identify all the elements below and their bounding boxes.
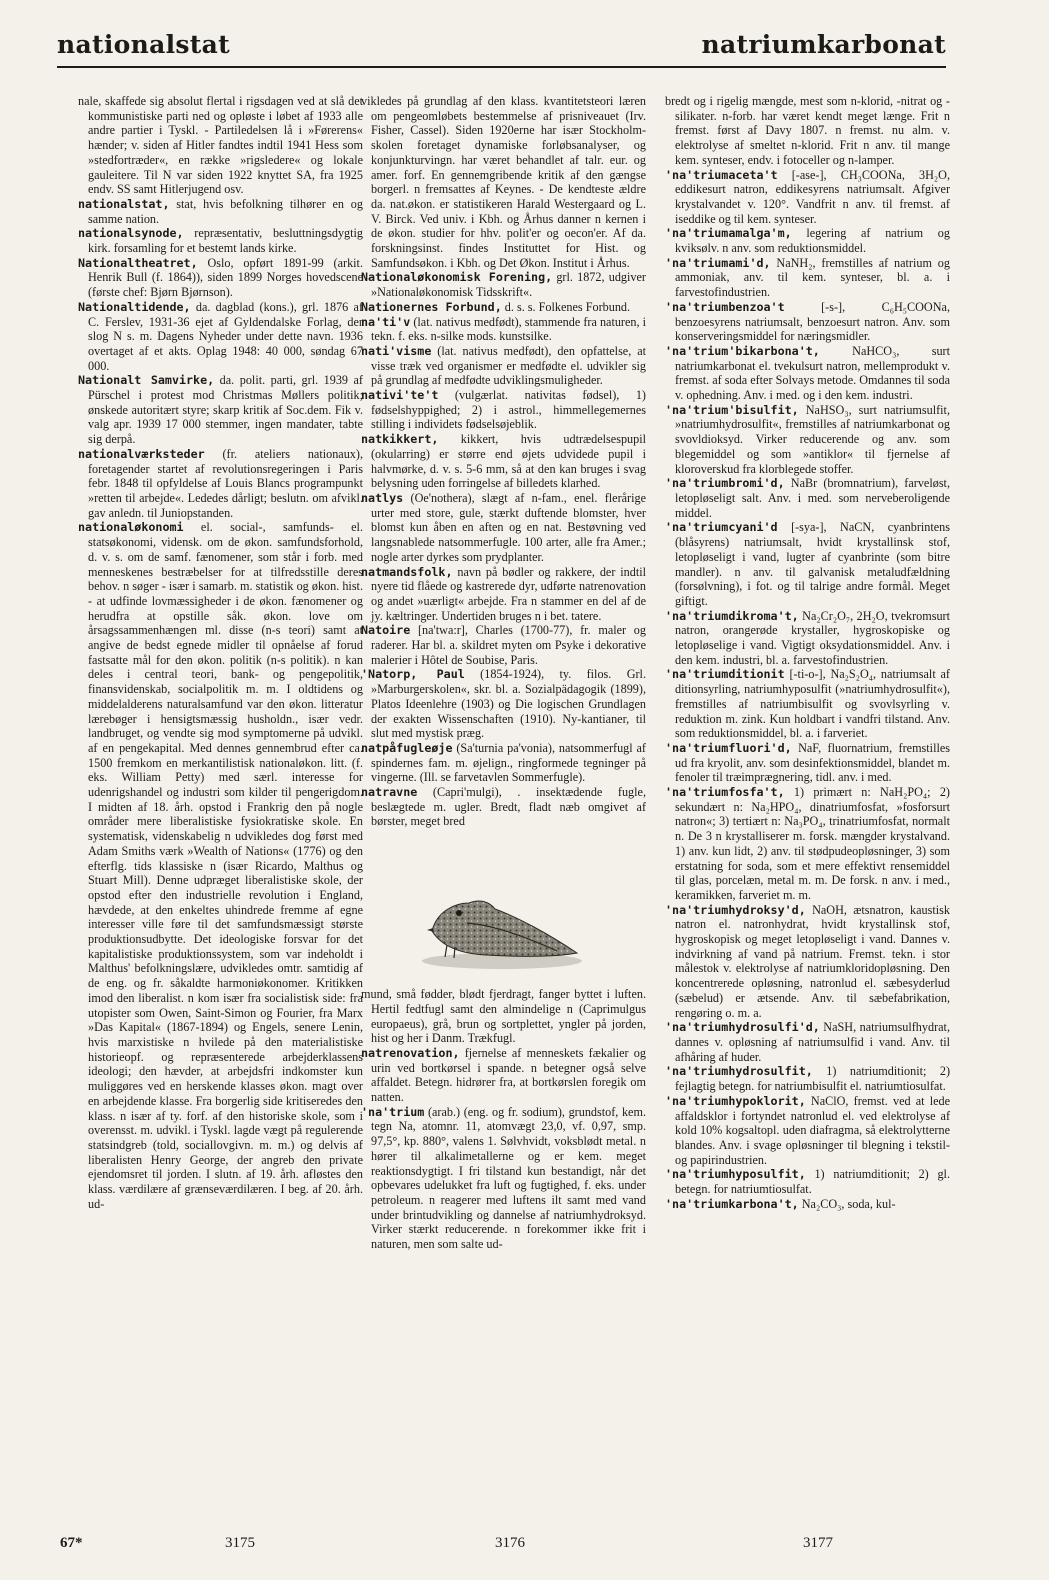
entry: 'na'triumhyposulfit, 1) natriumditionit; 2) gl. betegn. for natriumtiosulfat.	[665, 1167, 950, 1197]
nightjar-bird-illustration	[407, 833, 587, 983]
entry: nationalsynode, repræsentativ, besluttningsdygtig kirk. forsamling for et bestemt lands kirke.	[78, 226, 363, 256]
page-number-3: 3177	[803, 1535, 833, 1551]
entry: 'na'triumcyani'd [-sya-], NaCN, cyanbrintens (blåsyrens) natriumsalt, hvidt krystallinsk stof, letopløseligt i vand, lugter af cyanbrinte (som bitre mandler). n anv. til galvanisk metaludfældning (forsølvning), i fot. og til talrige andre formål. Meget giftigt.	[665, 520, 950, 608]
entry: Nationalt Samvirke, da. polit. parti, grl. 1939 af Pürschel i protest mod Christmas Møllers politik; ønskede autoritært styre; skarp kritik af Soc.dem. Fik v. valg apr. 1939 17 000 stemmer, ingen mandater, tabte sig derpå.	[78, 373, 363, 447]
entry: natlys (Oe'nothera), slægt af n-fam., enel. flerårige urter med store, gule, stærkt duftende blomster, hver blomst kun åben en aften og en nat. Bestøvning ved langsnablede natsommerfugle. 100 arter, alle fra Amer.; nogle arter dyrkes som prydplanter.	[361, 490, 646, 564]
entry: 'na'triumbromi'd, NaBr (bromnatrium), farveløst, letopløseligt salt. Anv. i med. som nerveberoligende middel.	[665, 476, 950, 520]
entry: nale, skaffede sig absolut flertal i rigsdagen ved at slå det kommunistiske parti ned og opløste i løbet af 1933 alle andre partier i Tyskl. - Partiledelsen lå i »Førerens« hænder; v. siden af Hitler fandtes indtil 1941 Hess som »stedfortræder«, en række »rigsledere« og lokale gauleitere. Til N var siden 1922 knyttet SA, fra 1925 endv. SS samt Hitlerjugend osv.	[78, 94, 363, 197]
entry: 'na'triumhydrosulfit, 1) natriumditionit; 2) fejlagtig betegn. for natriumbisulfit el. natriumtiosulfat.	[665, 1064, 950, 1094]
entry: nationalværksteder (fr. ateliers nationaux), foretagender startet af revolutionsregeringen i Paris febr. 1848 til opfyldelse af Louis Blancs programpunkt »retten til arbejde«. Lededes dårligt; beslutn. om afvikl. gav anledn. til Juniopstanden.	[78, 446, 363, 520]
sheet-signature: 67*	[60, 1535, 83, 1551]
entry: Nationaløkonomisk Forening, grl. 1872, udgiver »Nationaløkonomisk Tidsskrift«.	[361, 270, 646, 300]
entry: 'na'triumkarbona't, Na₂CO₃, soda, kul-	[665, 1196, 896, 1211]
entry: 'na'trium'bisulfit, NaHSO₃, surt natriumsulfit, »natriumhydrosulfit«, fremstilles af natriumkarbonat og svovldioksyd. Virker reducerende og anv. som blegemiddel og som »antiklor« til fjernelse af kloroverskud fra klorblegede stoffer.	[665, 402, 950, 476]
entry: Nationaltheatret, Oslo, opført 1891-99 (arkit. Henrik Bull (f. 1864)), siden 1899 Norges hovedscene (første chef: Bjørn Bjørnson).	[78, 255, 363, 300]
entry: 'na'triumamalga'm, legering af natrium og kviksølv. n anv. som reduktionsmiddel.	[665, 226, 950, 256]
column-1	[78, 94, 363, 1211]
entry: natpåfugleøje (Sa'turnia pa'vonia), natsommerfugl af spindernes fam. m. øjelign., ringformede tegninger på vingerne. (Ill. se farvetavlen Sommerfugle).	[361, 740, 646, 785]
entry: nationaløkonomi el. social-, samfunds- el. statsøkonomi, vidensk. om de økon. samfundsforhold, d. v. s. om de samf. fænomener, som står i forb. med menneskenes bestræbelser for at tilfredsstille deres behov. n søger - især i samarb. m. statistik og økon. hist. - at udfinde lovmæssigheder i de økon. fænomener og herudfra at opstille såk. økon. love om årsagssammenhængen ml. disse (n-s teori) samt at angive de bedst egnede midler til opnåelse af forud fastsatte mål for den økon. politik (n-s politik). n kan deles i central teori, bank- og pengepolitik, finansvidenskab, socialpolitik m. m. I oldtidens og middelalderens naturalsamfund var den økon. litteratur lærebøger i hensigtsmæssig husholdn., især vedr. landbruget, og vendte sig mod symptomerne på udvikl. af en pengekapital. Med dennes gennembrud efter ca. 1500 fremkom en merkantilistisk nationaløkon. litt. (f. eks. William Petty) med særl. interesse for udenrigshandel og industri som kilder til pengerigdom. I midten af 18. årh. opstod i Frankrig den på nogle områder mere liberalistiske fysiokratiske skole. En systematisk, videnskabelig n udvikledes dog først med Adam Smiths værk »Wealth of Nations« (1776) og den efterflg. tids klassiske n (især Ricardo, Malthus og Stuart Mill). Denne udpræget liberalistiske skole, der opstod efter den industrielle revolution i England, hævdede, at den enkeltes uhindrede fremme af egne interesser ville føre til det samfundsmæssigt største produktionsudbytte. Det ideologiske forsvar for det kapitalistiske produktionssystem, som var indeholdt i Malthus' befolkningslære, udvikledes omtr. samtidig af de eng. og fr. såkaldte harmoniøkonomer. Kritikken imod den liberalist. n kom især fra socialistisk side: fra utopister som Owen, Saint-Simon og Fourier, fra Marx »Das Kapital« (1867-1894) og Engels, senere Lenin, hvis marxistiske n hvilede på den materialistiske historieopf. og repræsenterede arbejderklassens ideologi; den hævder, at arbejdsfri indkomster kun muliggøres ved en herskende klasses økon. magt over en arbejdende klasse. Fra borgerlig side kritiseredes den klass. n især af ty. forf. af den historiske skole, som i overensst. m. udvikl. i Tyskl. lagde vægt på regulerende statsindgreb (told, sociallovgivn. m. m.) og delvis af liberalisten Henry George, der angreb den private ejendomsret til jorden. I slutn. af 19. årh. afløstes den klass. værdilære af grænseværdilæren. I beg. af 20. årh. ud-	[78, 520, 363, 1211]
entry: Nationaltidende, da. dagblad (kons.), grl. 1876 af C. Ferslev, 1931-36 ejet af Gyldendalske Forlag, der slog N s. m. Dagens Nyheder under dette navn. 1936 overtaget af et akts. Oplag 1948: 40 000, søndag 67 000.	[78, 299, 363, 373]
entry: natmandsfolk, navn på bødler og rakkere, der indtil nyere tid flåede og kastrerede dyr, udførte natrenovation og andet »uærligt« arbejde. Fra n stammer en del af de jy. kæltringer. Undertiden bruges n i bet. tatere.	[361, 564, 646, 623]
column-2	[361, 94, 646, 1252]
entry: 'na'trium'bikarbona't, NaHCO₃, surt natriumkarbonat el. tvekulsurt natron, mellemprodukt v. fremst. af soda efter Solvays metode. Omdannes til soda v. ophedning. Anv. i med. og i den kem. industri.	[665, 343, 950, 403]
entry: 'Natorp, Paul (1854-1924), ty. filos. Grl. »Marburgerskolen«, skr. bl. a. Sozialpädagogik (1899), Platos Ideenlehre (1903) og Die logischen Grundlagen der exakten Wissenschaften (1910). Ny-kantianer, til slut med mystisk præg.	[361, 667, 646, 741]
entry: Natoire [na'twa:r], Charles (1700-77), fr. maler og raderer. Har bl. a. skildret myten om Psyke i dekorative malerier i Hôtel de Soubise, Paris.	[361, 623, 646, 667]
entry: mund, små fødder, blødt fjerdragt, fanger byttet i luften. Hertil fedtfugl samt den almindelige n (Caprimulgus europaeus), grå, brun og sortplettet, yngler på jorden, hist og her i Danm. Trækfugl.	[361, 987, 646, 1046]
page-number-2: 3176	[495, 1535, 525, 1551]
running-head-left: nationalstat	[57, 30, 230, 59]
entry: Nationernes Forbund, d. s. s. Folkenes Forbund.	[361, 299, 631, 314]
entry: 'na'triumhydrosulfi'd, NaSH, natriumsulfhydrat, dannes v. opløsning af natriumsulfid i vand. Anv. til afhåring af huder.	[665, 1020, 950, 1064]
entry: 'na'triumbenzoa't [-s-], C₆H₅COONa, benzoesyrens natriumsalt, benzoesurt natron. Anv. som konserveringsmiddel for næringsmidler.	[665, 299, 950, 344]
entry: nationalstat, stat, hvis befolkning tilhører en og samme nation.	[78, 196, 363, 226]
entry: 'na'trium (arab.) (eng. og fr. sodium), grundstof, kem. tegn Na, atomnr. 11, atomvægt 23,0, vf. 0,97, smp. 97,5°, kp. 880°, valens 1. Sølvhvidt, voksblødt metal. n hører til alkalimetallerne og er kem. meget reaktionsdygtigt. I fri tilstand kun bestandigt, når det opbevares udelukket fra luft og fugtighed, f. eks. under petroleum. n reagerer med luftens ilt samt med vand under brintudvikling og dannelse af natriumhydroksyd. Virker stærkt reducerende. n forekommer ikke frit i naturen, men som salte ud-	[361, 1104, 646, 1252]
entry: nati'visme (lat. nativus medfødt), den opfattelse, at visse træk ved organismer er medfødte el. udvikler sig på grundlag af medfødte udviklingsmuligheder.	[361, 343, 646, 388]
column-3	[665, 94, 950, 1211]
entry: bredt og i rigelig mængde, mest som n-klorid, -nitrat og -silikater. n-forb. har været kendt meget længe. Frit n fremst. først af Davy 1807. n fremst. nu alm. v. elektrolyse af smeltet n-klorid. Frit n anv. til mange kem. synteser, endv. i fotoceller og n-lamper.	[665, 94, 950, 167]
entry: natrenovation, fjernelse af menneskets fækalier og urin ved bortkørsel i spande. n betegner også selve affaldet. Betegn. hidrører fra, at bortkørslen foregik om natten.	[361, 1045, 646, 1105]
entry: 'na'triumhypoklorit, NaClO, fremst. ved at lede affaldsklor i fortyndet natronlud el. ved elektrolyse af kold 10% kogsaltopl. uden diafragma, så elektrolytterne blandes. Anv. i svage opløsninger til blegning i tekstil- og papirindustrien.	[665, 1093, 950, 1167]
entry: vikledes på grundlag af den klass. kvantitetsteori læren om pengeomløbets bestemmelse af prisniveauet (Irv. Fisher, Cassel). Siden 1920erne har især Stockholm-skolen foretaget dynamiske forløbsanalyser, og konjunkturvingn. har været behandlet af talr. eur. og amer. forf. En gennemgribende kritik af den gængse borgerl. n fremsattes af Keynes. - De kendteste ældre da. nat.økon. er statistikeren Harald Westergaard og L. V. Birck. Ved univ. i Kbh. og Århus danner n kernen i de økon. studier for hhv. polit'er og oecon'er. Af da. forskningsinst. findes Instituttet for Hist. og Samfundsøkon. i Kbh. og Det Økon. Institut i Århus.	[361, 94, 646, 270]
entry: 'na'triumfluori'd, NaF, fluornatrium, fremstilles ud fra kryolit, anv. som desinfektionsmiddel, blandet m. fenoler til træimprægnering, tidl. anv. i med.	[665, 740, 950, 785]
entry: nativi'te't (vulgærlat. nativitas fødsel), 1) fødselshyppighed; 2) i astrol., himmellegemernes stilling i individets fødselsøjeblik.	[361, 388, 646, 432]
page-number-1: 3175	[225, 1535, 255, 1551]
entry: 'na'triumdikroma't, Na₂Cr₂O₇, 2H₂O, tvekromsurt natron, orangerøde krystaller, hygroskopiske og letopløselige i vand. Vigtigt oksydationsmiddel. Anv. i den kem. industri, bl. a. farvestofindustrien.	[665, 608, 950, 667]
entry: 'na'triumami'd, NaNH₂, fremstilles af natrium og ammoniak, anv. til kem. synteser, bl. a. i farvestofindustrien.	[665, 255, 950, 300]
entry: 'na'triumaceta't [-ase-], CH₃COONa, 3H₂O, eddikesurt natron, eddikesyrens natriumsalt. Afgiver krystalvandet v. 120°. Vandfrit n anv. til fremst. af iseddike og til kem. synteser.	[665, 167, 950, 226]
entry: 'na'triumhydroksy'd, NaOH, ætsnatron, kaustisk natron el. natronhydrat, hvidt krystallinsk stof, hygroskopisk og meget letopløseligt i vand. Dannes v. indvirkning af vand på natrium. Fremst. tekn. i stor målestok v. elektrolyse af natriumkloridopløsning. Den koncentrerede opløsning, natronlud el. sæbesyderlud (sæbelud) er ætsende. Anv. til sæbefabrikation, rengøring o. m. a.	[665, 902, 950, 1020]
header-rule	[57, 66, 946, 68]
entry: natkikkert, kikkert, hvis udtrædelsespupil (okularring) er større end øjets udvidede pupil i halvmørke, d. v. s. 5-6 mm, så at den kan bruges i svag belysning uden forringelse af billedets klarhed.	[361, 432, 646, 491]
running-head-right: natriumkarbonat	[701, 30, 946, 59]
entry: 'na'triumditionit [-ti-o-], Na₂S₂O₄, natriumsalt af ditionsyrling, natriumhyposulfit (»natriumhydrosulfit«), fremstilles af natriumbisulfit og svovlsyrling v. reduktion m. zink. Kun holdbart i vandfri tilstand. Anv. som reduktionsmiddel, bl. a. i farveriet.	[665, 667, 950, 741]
entry: na'ti'v (lat. nativus medfødt), stammende fra naturen, i tekn. f. eks. n-silke mods. kunstsilke.	[361, 314, 646, 344]
entry: natravne (Capri'mulgi), . insektædende fugle, beslægtede m. ugler. Bredt, fladt næb omgivet af børster, meget bred	[361, 785, 646, 829]
entry: 'na'triumfosfa't, 1) primært n: NaH₂PO₄; 2) sekundært n: Na₂HPO₄, dinatriumfosfat, »fosforsurt natron«; 3) tertiært n: Na₃PO₄, trinatriumfosfat, normalt n. De 3 n krystalliserer m. forsk. mængder krystalvand. 1) anv. kun lidt, 2) anv. til stødpudeopløsninger, 3) som erstatning for soda, som et mere effektivt rensemiddel til glas, porcelæn, metal m. m. De forsk. n anv. i med., keramikken, farveriet m. m.	[665, 785, 950, 902]
